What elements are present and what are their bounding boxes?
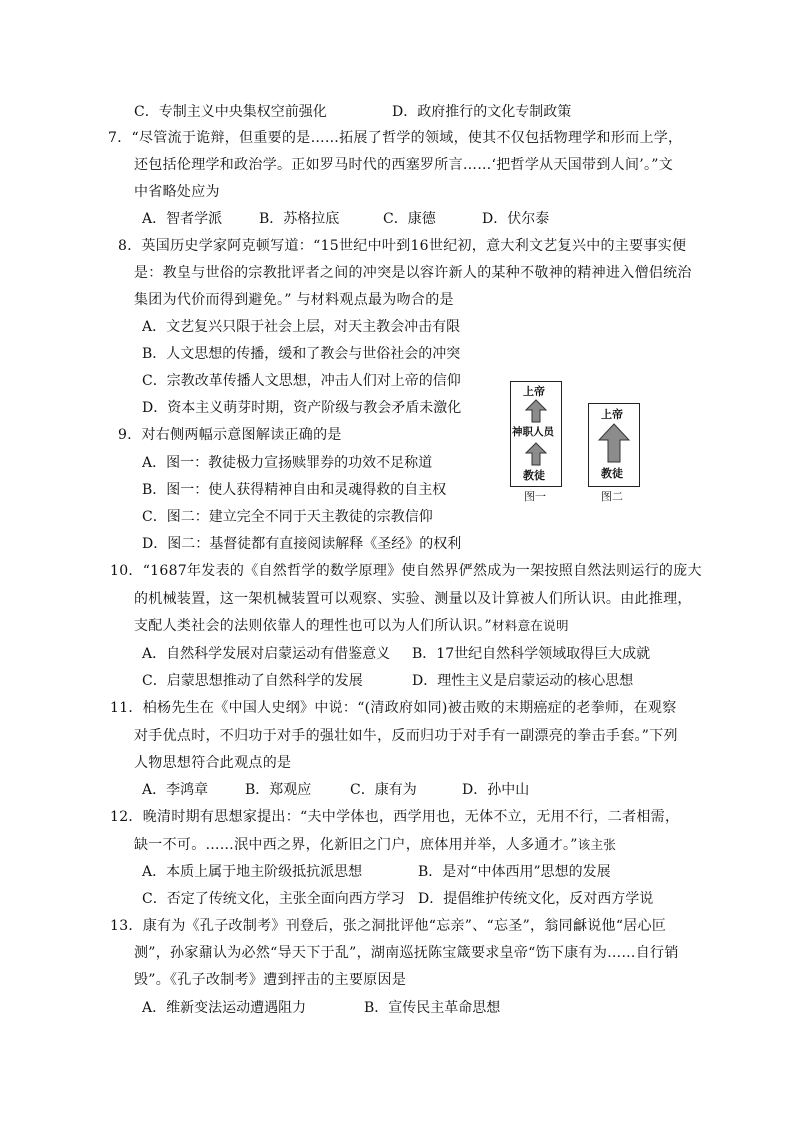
q8-stem-line1: 8．英国历史学家阿克顿写道：“15世纪中叶到16世纪初，意大利文艺复兴中的主要事实便 xyxy=(118,238,687,254)
q8-option-a: A．文艺复兴只限于社会上层，对天主教会冲击有限 xyxy=(142,319,461,335)
q10-stem-line3-main: 支配人类社会的法则依靠人的理性也可以为人们所认识。” xyxy=(134,618,492,634)
q9-stem-line1: 9．对右侧两幅示意图解读正确的是 xyxy=(118,427,342,443)
q8-option-d: D．资本主义萌芽时期，资产阶级与教会矛盾未激化 xyxy=(142,400,462,416)
q8-stem-line2: 是：教皇与世俗的宗教批评者之间的冲突是以容许新人的某种不敬神的精神进入僧侣统治 xyxy=(134,265,692,281)
q6-option-c: C．专制主义中央集权空前强化 xyxy=(134,104,327,120)
q8-option-c: C．宗教改革传播人文思想，冲击人们对上帝的信仰 xyxy=(142,373,461,389)
q12-option-d: D．提倡维护传统文化，反对西方学说 xyxy=(418,891,654,907)
q6-option-d: D．政府推行的文化专制政策 xyxy=(392,104,572,120)
fig2-label-god: 上帝 xyxy=(601,408,623,421)
q10-stem-line3 xyxy=(134,616,569,636)
q10-option-a: A．自然科学发展对启蒙运动有借鉴意义 xyxy=(142,646,391,662)
figure-two-diagram xyxy=(588,403,640,487)
q9-option-a: A．图一：教徒极力宣扬赎罪券的功效不足称道 xyxy=(142,455,433,471)
q12-stem-line2 xyxy=(134,835,616,855)
q9-option-c: C．图二：建立完全不同于天主教徒的宗教信仰 xyxy=(142,509,433,525)
q12-stem-line1: 12．晚清时期有思想家提出：“夫中学体也，西学用也，无体不立，无用不行，二者相需， xyxy=(110,809,680,825)
q10-stem-line2: 的机械装置，这一架机械装置可以观察、实验、测量以及计算被人们所认识。由此推理， xyxy=(134,591,692,607)
fig1-label-believer: 教徒 xyxy=(523,469,545,482)
q13-stem-line3: 毁”。《孔子改制考》遭到抨击的主要原因是 xyxy=(134,972,407,988)
q13-option-b: B．宣传民主革命思想 xyxy=(364,1000,501,1016)
up-arrow-icon xyxy=(525,399,547,423)
fig2-label-believer: 教徒 xyxy=(601,467,623,480)
q10-option-d: D．理性主义是启蒙运动的核心思想 xyxy=(412,673,634,689)
q12-option-a: A．本质上属于地主阶级抵抗派思想 xyxy=(142,864,363,880)
q10-stem-line3-tail: 材料意在说明 xyxy=(491,618,569,633)
q7-stem-line2: 还包括伦理学和政治学。正如罗马时代的西塞罗所言……‘把哲学从天国带到人间’。”文 xyxy=(134,157,674,173)
q11-option-d: D．孙中山 xyxy=(462,782,530,798)
q11-option-a: A．李鸿章 xyxy=(142,782,209,798)
large-up-arrow-icon xyxy=(598,423,630,463)
q7-option-d: D．伏尔泰 xyxy=(482,211,550,227)
q13-option-a: A．维新变法运动遭遇阻力 xyxy=(142,1000,307,1016)
q10-stem-line1: 10．“1687年发表的《自然哲学的数学原理》使自然界俨然成为一架按照自然法则运行的庞大 xyxy=(110,563,702,579)
q11-stem-line2: 对手优点时，不归功于对手的强壮如牛，反而归功于对手有一副漂亮的拳击手套。”下列 xyxy=(134,728,678,744)
q7-stem-line1: 7．“尽管流于诡辩，但重要的是……拓展了哲学的领域，使其不仅包括物理学和形而上学， xyxy=(108,130,683,146)
q7-stem-line3: 中省略处应为 xyxy=(134,184,220,200)
q8-stem-line3: 集团为代价而得到避免。” 与材料观点最为吻合的是 xyxy=(134,292,454,308)
q11-option-b: B．郑观应 xyxy=(245,782,312,798)
up-arrow-icon xyxy=(525,442,547,466)
q11-option-c: C．康有为 xyxy=(350,782,417,798)
q7-option-c: C．康德 xyxy=(383,211,436,227)
q11-stem-line1: 11．柏杨先生在《中国人史纲》中说：“(清政府如同)被击败的末期癌症的老拳师，在观察 xyxy=(110,700,677,716)
q11-stem-line3: 人物思想符合此观点的是 xyxy=(134,755,292,771)
figure-one-diagram xyxy=(510,381,562,487)
q9-option-b: B．图一：使人获得精神自由和灵魂得救的自主权 xyxy=(142,482,447,498)
figure-two-caption: 图二 xyxy=(601,490,623,503)
q9-option-d: D．图二：基督徒都有直接阅读解释《圣经》的权利 xyxy=(142,536,462,552)
q7-option-a: A．智者学派 xyxy=(142,211,223,227)
q8-option-b: B．人文思想的传播，缓和了教会与世俗社会的冲突 xyxy=(142,346,461,362)
q12-stem-line2-main: 缺一不可。……泯中西之界，化新旧之门户，庶体用并举，人多通才。” xyxy=(134,837,578,853)
figure-one-caption: 图一 xyxy=(524,490,546,503)
fig1-label-god: 上帝 xyxy=(523,385,545,398)
q12-option-b: B．是对“中体西用”思想的发展 xyxy=(418,864,611,880)
q13-stem-line1: 13．康有为《孔子改制考》刊登后，张之洞批评他“忘亲”、“忘圣”，翁同龢说他“居心叵 xyxy=(110,918,667,934)
q12-stem-line2-tail: 该主张 xyxy=(577,837,617,852)
q13-stem-line2: 测”，孙家鼐认为必然“导天下于乱”，湖南巡抚陈宝箴要求皇帝“饬下康有为……自行销 xyxy=(134,945,679,961)
q7-option-b: B．苏格拉底 xyxy=(259,211,340,227)
q10-option-b: B．17世纪自然科学领域取得巨大成就 xyxy=(412,646,651,662)
fig1-label-clergy: 神职人员 xyxy=(512,426,554,438)
q12-option-c: C．否定了传统文化，主张全面向西方学习 xyxy=(142,891,405,907)
q10-option-c: C．启蒙思想推动了自然科学的发展 xyxy=(142,673,363,689)
